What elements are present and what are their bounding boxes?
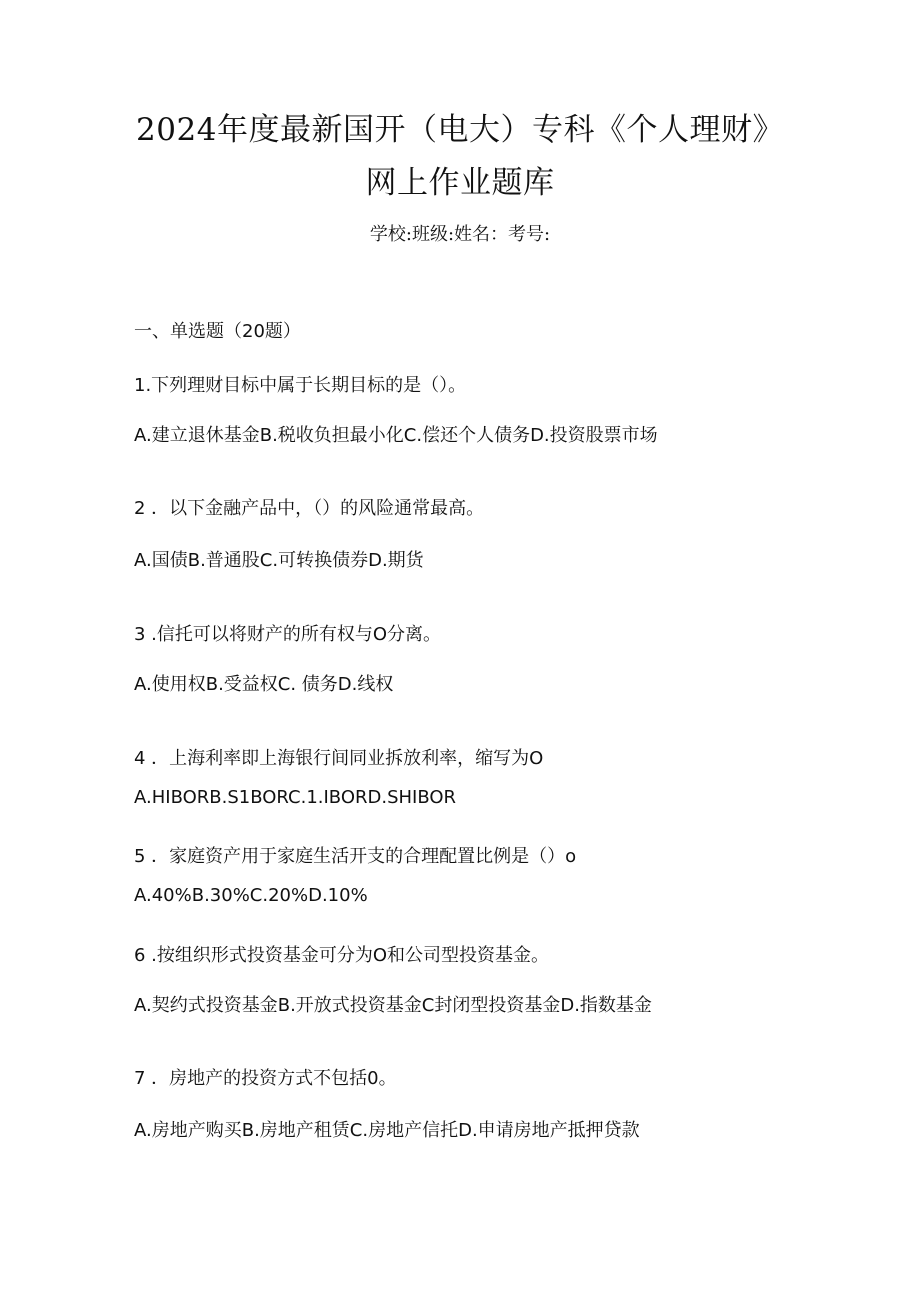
student-info-line: 学校:班级:姓名：考号: — [369, 224, 551, 245]
question-4: 4 ．上海利率即上海银行间同业拆放利率，缩写为O — [134, 748, 544, 769]
question-5: 5 ．家庭资产用于家庭生活开支的合理配置比例是（）o — [134, 846, 577, 867]
document-title-line-1: 2024年度最新国开（电大）专科《个人理财》 — [136, 112, 784, 148]
question-1: 1.下列理财目标中属于长期目标的是（）。 — [134, 375, 467, 396]
question-7: 7 ．房地产的投资方式不包括0。 — [134, 1068, 397, 1089]
question-6: 6 .按组织形式投资基金可分为O和公司型投资基金。 — [134, 945, 550, 966]
question-3: 3 .信托可以将财产的所有权与O分离。 — [134, 624, 442, 645]
question-4-options: A.HIBORB.S1BORC.1.IBORD.SHIBOR — [134, 787, 457, 808]
question-5-options: A.40%B.30%C.20%D.10% — [134, 885, 368, 906]
document-title-line-2: 网上作业题库 — [365, 165, 555, 201]
section-heading: 一、单选题（20题） — [134, 321, 301, 342]
question-7-options: A.房地产购买B.房地产租赁C.房地产信托D.申请房地产抵押贷款 — [134, 1120, 640, 1141]
question-2: 2 ．以下金融产品中，（）的风险通常最高。 — [134, 498, 485, 519]
question-2-options: A.国债B.普通股C.可转换债券D.期货 — [134, 550, 424, 571]
question-1-options: A.建立退休基金B.税收负担最小化C.偿还个人债务D.投资股票市场 — [134, 425, 658, 446]
question-3-options: A.使用权B.受益权C. 债务D.线权 — [134, 674, 394, 695]
question-6-options: A.契约式投资基金B.开放式投资基金C封闭型投资基金D.指数基金 — [134, 995, 652, 1016]
